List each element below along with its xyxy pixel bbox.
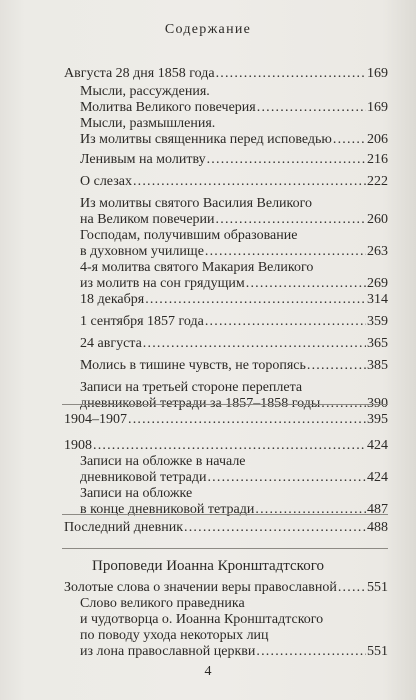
- toc-page-number: 424: [367, 470, 388, 485]
- toc-entry-text: Из молитвы святого Василия Великого: [80, 196, 313, 211]
- toc-page-number: 359: [367, 314, 388, 329]
- toc-entry-text: 1904–1907: [64, 412, 127, 427]
- toc-entry[interactable]: [80, 152, 388, 168]
- toc-entry-text: Мысли, рассуждения.: [80, 84, 210, 99]
- toc-entry[interactable]: [80, 358, 388, 374]
- dot-leader: [184, 520, 366, 536]
- toc-page-number: 169: [367, 66, 388, 81]
- toc-entry-text: из молитв на сон грядущим: [80, 276, 245, 291]
- toc-entry-text: Слово великого праведника: [80, 596, 245, 611]
- toc-page-number: 206: [367, 132, 388, 147]
- toc-entry[interactable]: [64, 520, 388, 536]
- divider-line: [62, 404, 388, 405]
- divider-line: [62, 548, 388, 549]
- toc-entry-text: на Великом повечерии: [80, 212, 215, 227]
- dot-leader: [128, 412, 366, 428]
- dot-leader: [143, 336, 366, 352]
- toc-page-number: 551: [367, 644, 388, 659]
- toc-entry[interactable]: [80, 314, 388, 330]
- toc-page-number: 390: [367, 396, 388, 411]
- dot-leader: [207, 470, 366, 486]
- dot-leader: [93, 438, 366, 454]
- toc-entry-text: Записи на обложке в начале: [80, 454, 246, 469]
- toc-entry[interactable]: [64, 580, 388, 596]
- toc-entry[interactable]: [80, 228, 388, 260]
- dot-leader: [256, 644, 366, 660]
- toc-page-number: 169: [367, 100, 388, 115]
- toc-entry[interactable]: [80, 116, 388, 148]
- toc-entry[interactable]: [64, 438, 388, 454]
- toc-entry[interactable]: [80, 454, 388, 486]
- toc-page-number: 314: [367, 292, 388, 307]
- dot-leader: [307, 358, 366, 374]
- toc-entry[interactable]: [80, 196, 388, 228]
- section-title: Проповеди Иоанна Кронштадтского: [92, 558, 324, 574]
- toc-page-number: 395: [367, 412, 388, 427]
- toc-page-number: 487: [367, 502, 388, 517]
- toc-entry-text: 1 сентября 1857 года: [80, 314, 204, 329]
- toc-entry-text: в духовном училище: [80, 244, 204, 259]
- toc-entry[interactable]: [64, 412, 388, 428]
- dot-leader: [216, 66, 366, 82]
- page-title: Содержание: [164, 22, 252, 37]
- toc-page-number: 424: [367, 438, 388, 453]
- toc-page-number: 260: [367, 212, 388, 227]
- toc-page-number: 222: [367, 174, 388, 189]
- toc-entry-text: Ленивым на молитву: [80, 152, 206, 167]
- dot-leader: [255, 502, 366, 518]
- toc-page-number: 263: [367, 244, 388, 259]
- toc-entry-text: в конце дневниковой тетради: [80, 502, 255, 517]
- toc-page-number: 385: [367, 358, 388, 373]
- dot-leader: [205, 244, 366, 260]
- toc-entry-text: дневниковой тетради за 1857–1858 годы: [80, 396, 321, 411]
- toc-entry[interactable]: [80, 260, 388, 292]
- toc-entry-text: Из молитвы священника перед исповедью: [80, 132, 332, 147]
- dot-leader: [338, 580, 366, 596]
- toc-entry-text: 24 августа: [80, 336, 142, 351]
- toc-entry-text: Господам, получившим образование: [80, 228, 298, 243]
- toc-entry-text: из лона православной церкви: [80, 644, 256, 659]
- toc-entry[interactable]: [64, 66, 388, 82]
- toc-entry-text: Записи на обложке: [80, 486, 193, 501]
- toc-page-number: 551: [367, 580, 388, 595]
- toc-entry[interactable]: [80, 380, 388, 412]
- toc-page-number: 269: [367, 276, 388, 291]
- divider-line: [62, 514, 388, 515]
- toc-entry[interactable]: [80, 336, 388, 352]
- toc-page-number: 216: [367, 152, 388, 167]
- toc-entry-text: Молитва Великого повечерия: [80, 100, 256, 115]
- toc-entry-text: 18 декабря: [80, 292, 145, 307]
- toc-page-number: 488: [367, 520, 388, 535]
- toc-page-number: 365: [367, 336, 388, 351]
- toc-entry-text: дневниковой тетради: [80, 470, 207, 485]
- dot-leader: [216, 212, 366, 228]
- toc-entry-text: Последний дневник: [64, 520, 184, 535]
- dot-leader: [207, 152, 366, 168]
- toc-entry-text: Молись в тишине чувств, не торопясь: [80, 358, 306, 373]
- toc-entry-text: по поводу ухода некоторых лиц: [80, 628, 269, 643]
- toc-entry-text: О слезах: [80, 174, 132, 189]
- toc-entry[interactable]: [80, 292, 388, 308]
- toc-entry[interactable]: [80, 596, 388, 660]
- toc-entry[interactable]: [80, 84, 388, 116]
- dot-leader: [246, 276, 366, 292]
- toc-entry-text: Записи на третьей стороне переплета: [80, 380, 303, 395]
- toc-entry[interactable]: [80, 174, 388, 190]
- toc-entry-text: 1908: [64, 438, 92, 453]
- toc-entry-text: Золотые слова о значении веры православной: [64, 580, 337, 595]
- dot-leader: [205, 314, 366, 330]
- page-number: 4: [204, 664, 212, 679]
- toc-entry-text: Мысли, размышления.: [80, 116, 216, 131]
- toc-entry-text: 4-я молитва святого Макария Великого: [80, 260, 314, 275]
- toc-entry-text: Августа 28 дня 1858 года: [64, 66, 215, 81]
- dot-leader: [145, 292, 366, 308]
- dot-leader: [333, 132, 366, 148]
- dot-leader: [133, 174, 366, 190]
- toc-entry-text: и чудотворца о. Иоанна Кронштадтского: [80, 612, 324, 627]
- dot-leader: [257, 100, 366, 116]
